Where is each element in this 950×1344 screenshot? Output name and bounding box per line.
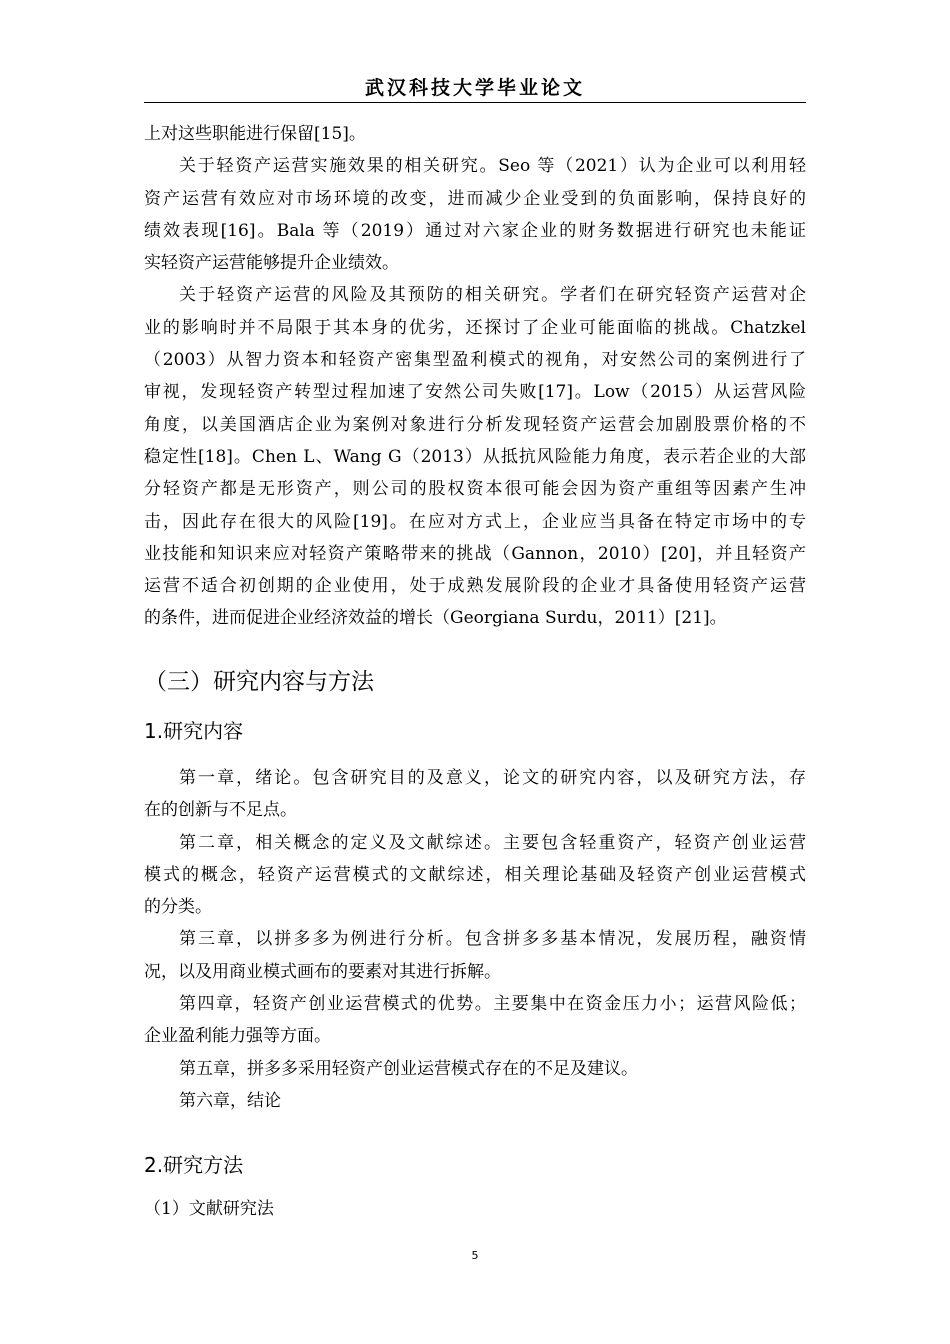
text-line: 实轻资产运营能够提升企业绩效。 <box>144 253 399 274</box>
text-line: 的分类。 <box>144 897 212 918</box>
page-header-title: 武汉科技大学毕业论文 <box>364 77 585 99</box>
text-line: 角度，以美国酒店企业为案例对象进行分析发现轻资产运营会加剧股票价格的不 <box>144 414 806 435</box>
header-divider <box>144 102 806 103</box>
text-line: 关于轻资产运营实施效果的相关研究。Seo 等（2021）认为企业可以利用轻 <box>179 156 806 177</box>
text-line: 模式的概念，轻资产运营模式的文献综述，相关理论基础及轻资产创业运营模式 <box>144 864 806 885</box>
text-line: 的条件，进而促进企业经济效益的增长（Georgiana Surdu，2011）[21]。 <box>144 608 727 629</box>
text-line: 况，以及用商业模式画布的要素对其进行拆解。 <box>144 961 501 982</box>
section-heading: （三）研究内容与方法 <box>144 669 374 695</box>
subsection-heading-research-methods: 2.研究方法 <box>144 1153 244 1177</box>
text-line: （2003）从智力资本和轻资产密集型盈利模式的视角，对安然公司的案例进行了 <box>144 350 806 371</box>
method-item: （1）文献研究法 <box>144 1199 274 1219</box>
text-line: 资产运营有效应对市场环境的改变，进而减少企业受到的负面影响，保持良好的 <box>144 188 806 209</box>
text-line: 业的影响时并不局限于其本身的优劣，还探讨了企业可能面临的挑战。Chatzkel <box>144 317 806 338</box>
subsection-heading-research-content: 1.研究内容 <box>144 719 244 743</box>
text-line: 击，因此存在很大的风险[19]。在应对方式上，企业应当具备在特定市场中的专 <box>144 511 806 532</box>
text-line: 上对这些职能进行保留[15]。 <box>144 124 366 144</box>
text-line: 企业盈利能力强等方面。 <box>144 1026 331 1047</box>
text-line: 稳定性[18]。Chen L、Wang G（2013）从抵抗风险能力角度，表示若企业的大部 <box>144 446 806 467</box>
text-line: 第二章，相关概念的定义及文献综述。主要包含轻重资产，轻资产创业运营 <box>179 832 806 853</box>
research-content-paragraphs <box>144 762 806 1117</box>
text-line: 第六章，结论 <box>179 1090 281 1111</box>
text-line: 第一章，绪论。包含研究目的及意义，论文的研究内容，以及研究方法，存 <box>179 768 806 788</box>
text-line: 运营不适合初创期的企业使用，处于成熟发展阶段的企业才具备使用轻资产运营 <box>144 576 806 597</box>
literature-review-paragraphs <box>144 118 806 635</box>
page-number: 5 <box>471 1249 479 1262</box>
text-line: 第四章，轻资产创业运营模式的优势。主要集中在资金压力小；运营风险低； <box>179 994 806 1015</box>
text-line: 绩效表现[16]。Bala 等（2019）通过对六家企业的财务数据进行研究也未能证 <box>144 220 806 241</box>
text-line: 关于轻资产运营的风险及其预防的相关研究。学者们在研究轻资产运营对企 <box>179 285 806 306</box>
text-line: 第三章，以拼多多为例进行分析。包含拼多多基本情况，发展历程，融资情 <box>179 929 806 950</box>
text-line: 第五章，拼多多采用轻资产创业运营模式存在的不足及建议。 <box>179 1058 638 1079</box>
text-line: 审视，发现轻资产转型过程加速了安然公司失败[17]。Low（2015）从运营风险 <box>144 382 806 403</box>
text-line: 业技能和知识来应对轻资产策略带来的挑战（Gannon，2010）[20]，并且轻资产 <box>144 543 806 564</box>
text-line: 分轻资产都是无形资产，则公司的股权资本很可能会因为资产重组等因素产生冲 <box>144 479 806 500</box>
text-line: 在的创新与不足点。 <box>144 800 297 821</box>
